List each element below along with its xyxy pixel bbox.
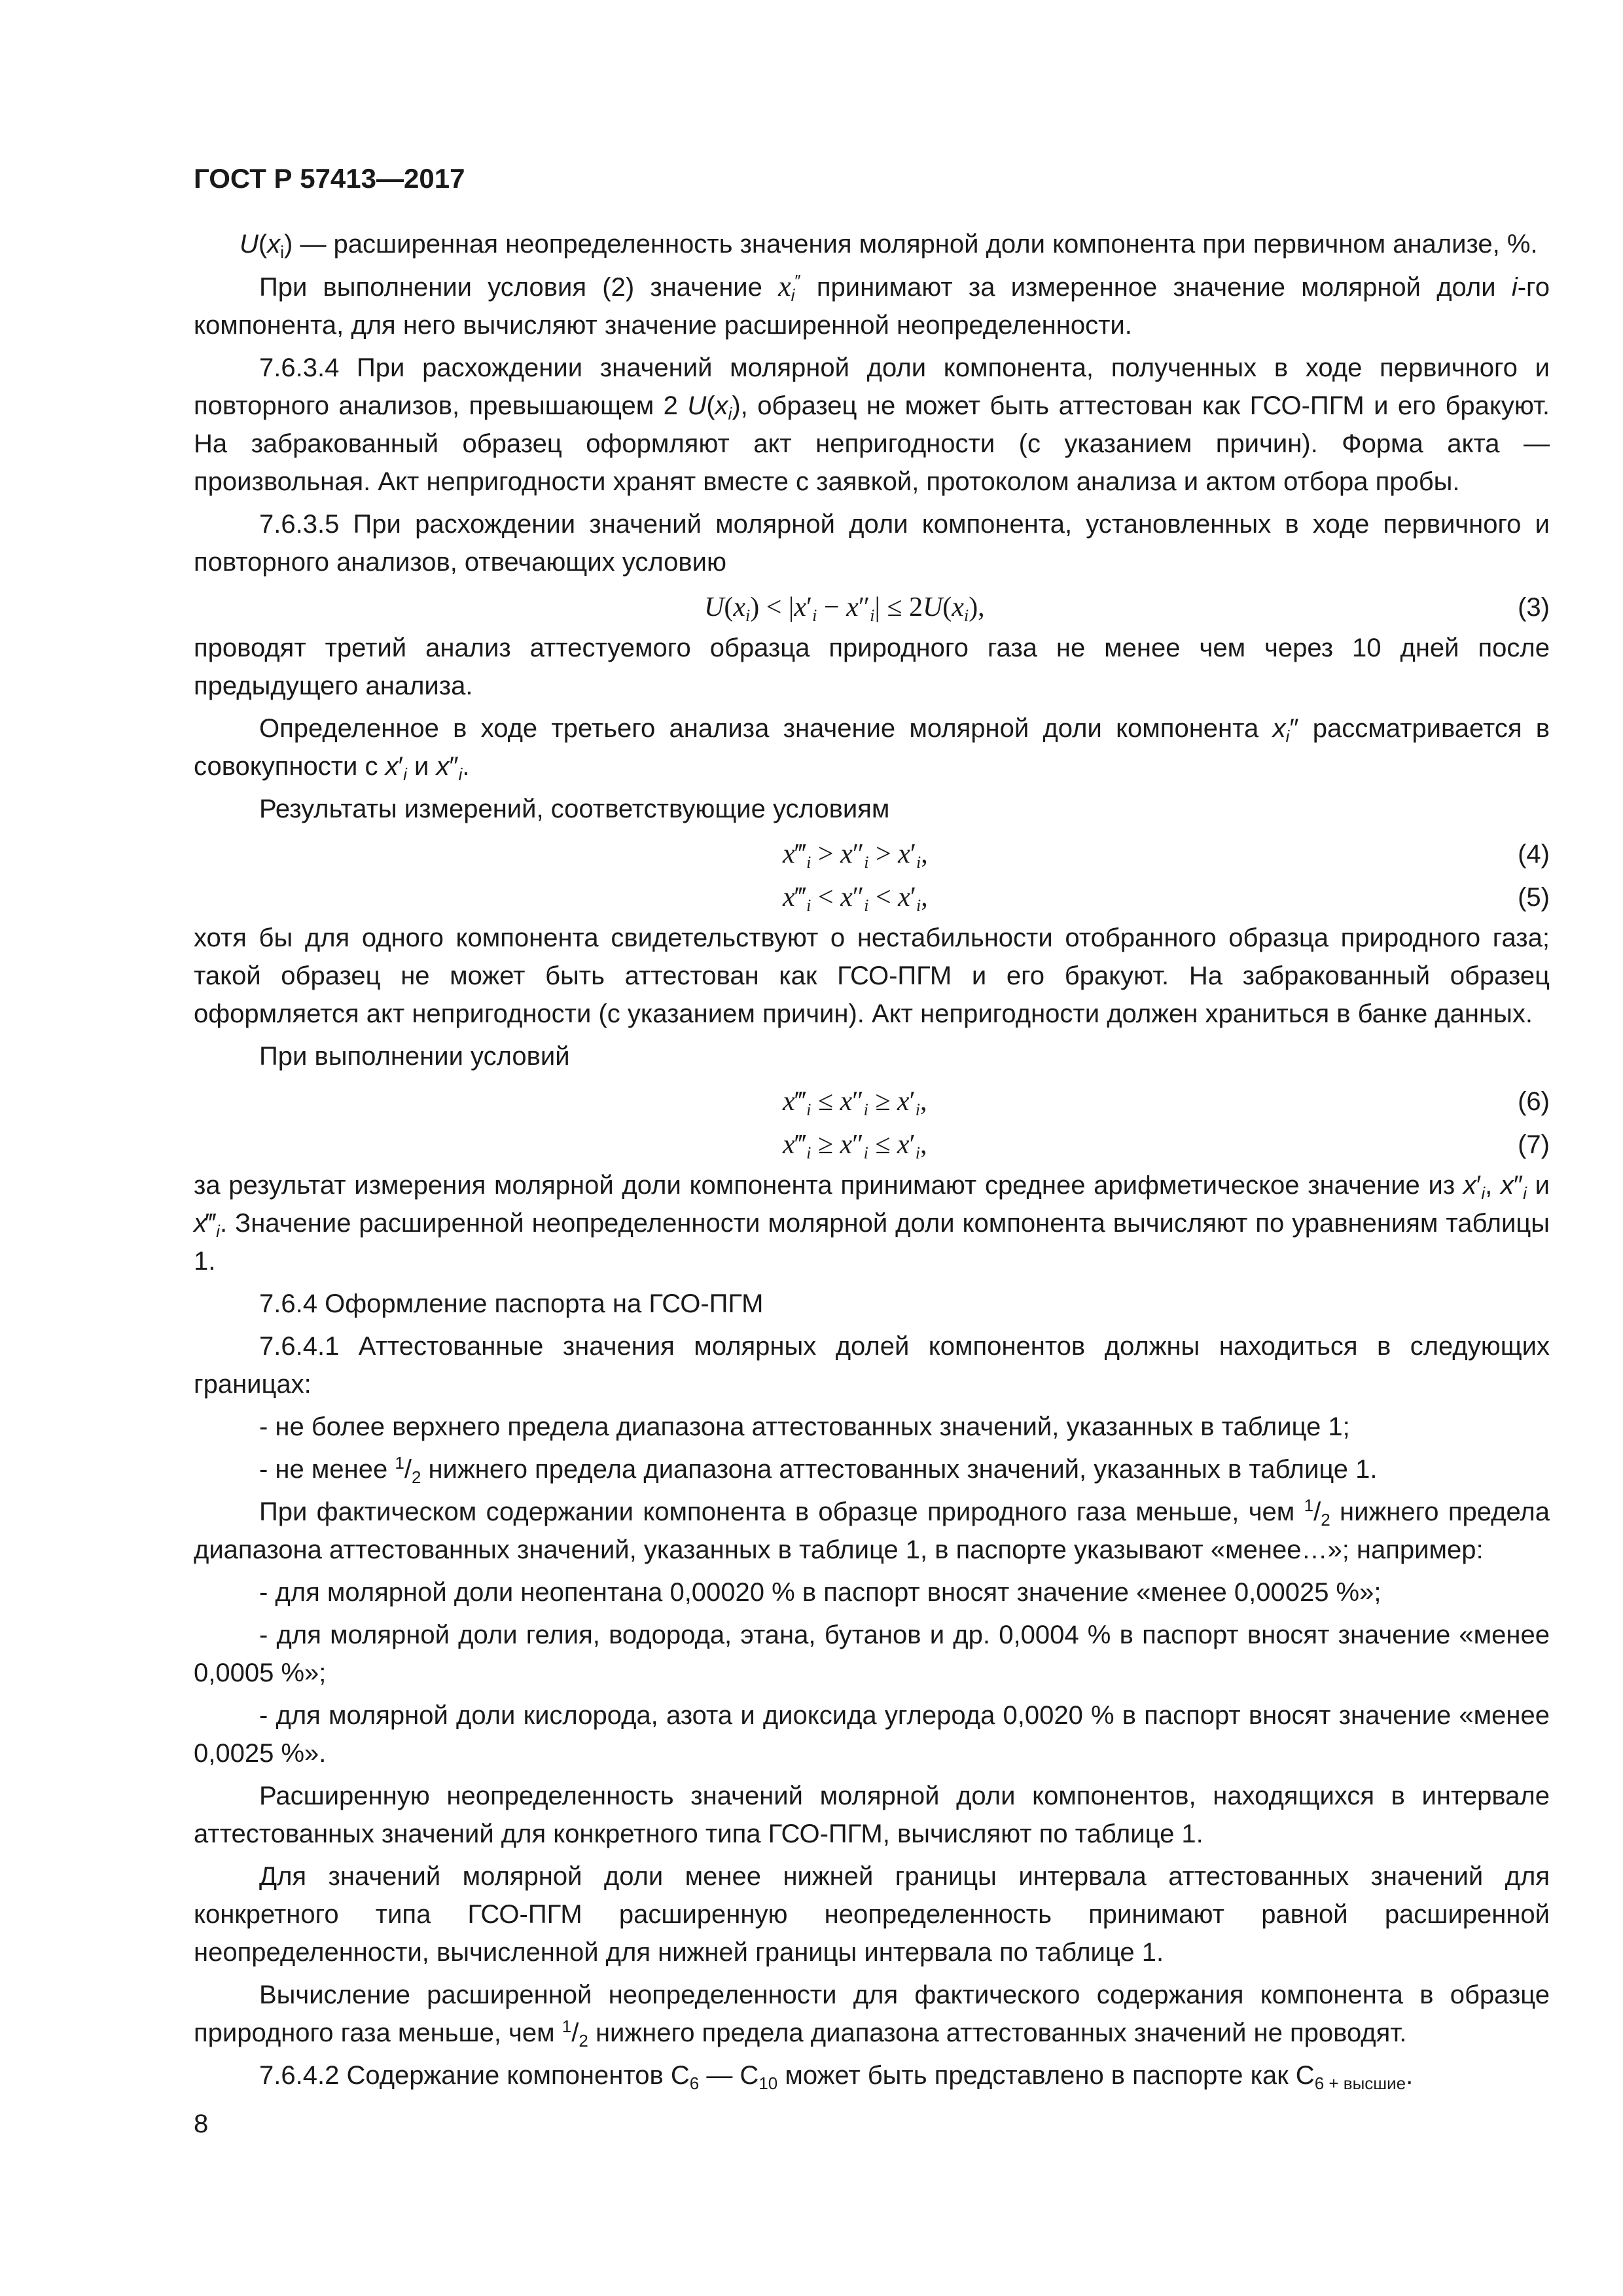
formula-7-expression: $x‴_i \ge x''_i \le x'_i$, — [783, 1130, 927, 1162]
paragraph-7-6-3-4: 7.6.3.4 При расхождении значений молярной доли компонента, полученных в ходе первичного и повторного анализов, превышающем 2 $U(x_i)$, образец не может быть аттестован как ГСО-ПГМ и его бракуют. На забракованный образец оформляют акт непригодности (с указанием причин). Форма акта — произвольная. Акт непригодности хранят вместе с заявкой, протоколом анализа и актом отбора пробы. — [194, 353, 1550, 496]
formula-5 — [194, 876, 1550, 919]
paragraph-results-conditions: Результаты измерений, соответствующие условиям — [259, 795, 890, 823]
u-definition-text: — расширенная неопределенность значения молярной доли компонента при первичном анализе, %. — [300, 230, 1538, 259]
list-item-oxygen: - для молярной доли кислорода, азота и диоксида углерода 0,0020 % в паспорт вносят значение «менее 0,0025 %». — [194, 1701, 1550, 1768]
section-7-6-4-title: 7.6.4 Оформление паспорта на ГСО-ПГМ — [259, 1289, 764, 1318]
paragraph-condition-2: При выполнении условия (2) значение $x_i''$ принимают за измеренное значение молярной доли i-го компонента, для него вычисляют значение расширенной неопределенности. — [194, 270, 1550, 340]
equation-number-7: (7) — [1518, 1130, 1550, 1159]
paragraph-7-6-3-5: 7.6.3.5 При расхождении значений молярной доли компонента, установленных в ходе первичного и повторного анализов, отвечающих условию — [194, 510, 1550, 577]
u-definition: $U(x_i)$ — расширенная неопределенность значения молярной доли компонента при первичном анализе, %. — [240, 230, 1538, 262]
formula-7 — [194, 1123, 1550, 1166]
paragraph-uncertainty-table: Расширенную неопределенность значений молярной доли компонентов, находящихся в интервале аттестованных значений для конкретного типа ГСО-ПГМ, вычисляют по таблице 1. — [194, 1782, 1550, 1848]
formula-4 — [194, 833, 1550, 876]
equation-number-4: (4) — [1518, 840, 1550, 869]
page-number: 8 — [194, 2109, 209, 2138]
formula-6 — [194, 1080, 1550, 1123]
paragraph-7-6-4-2: 7.6.4.2 Содержание компонентов $C_6$ — $C_{10}$ может быть представлено в паспорте как $C_{6 + высшие}$. — [259, 2061, 1414, 2093]
paragraph-third-analysis: проводят третий анализ аттестуемого образца природного газа не менее чем через 10 дней после предыдущего анализа. — [194, 634, 1550, 700]
list-item-lower-limit: - не менее $^1/_2$ нижнего предела диапазона аттестованных значений, указанных в таблице 1. — [259, 1453, 1378, 1487]
formula-4-expression: $x‴_i > x''_i > x'_i$, — [783, 839, 928, 872]
list-item-neopentane: - для молярной доли неопентана 0,00020 % в паспорт вносят значение «менее 0,00025 %»; — [259, 1578, 1382, 1607]
document-body — [194, 225, 1550, 2099]
standard-header: ГОСТ Р 57413—2017 — [194, 163, 465, 194]
paragraph-instability: хотя бы для одного компонента свидетельствуют о нестабильности отобранного образца природного газа; такой образец не может быть аттестован как ГСО-ПГМ и его бракуют. На забракованный образец оформляется акт непригодности (с указанием причин). Акт непригодности должен храниться в банке данных. — [194, 924, 1550, 1028]
paragraph-less-than: При фактическом содержании компонента в образце природного газа меньше, чем $^1/_2$ нижнего предела диапазона аттестованных значений, указанных в таблице 1, в паспорте указывают «менее…»; например: — [194, 1496, 1550, 1564]
paragraph-no-calc: Вычисление расширенной неопределенности для фактического содержания компонента в образце природного газа меньше, чем $^1/_2$ нижнего предела диапазона аттестованных значений не проводят. — [194, 1981, 1550, 2051]
paragraph-7-6-4-1: 7.6.4.1 Аттестованные значения молярных долей компонентов должны находиться в следующих границах: — [194, 1332, 1550, 1399]
formula-3-expression: $U(x_i) < |x'_i - x''_i| \le 2U(x_i)$, — [704, 592, 985, 625]
paragraph-third-value: Определенное в ходе третьего анализа значение молярной доли компонента $x_i''$ рассматривается в совокупности с $x'_i$ и $x''_i$. — [194, 714, 1550, 784]
list-item-helium: - для молярной доли гелия, водорода, этана, бутанов и др. 0,0004 % в паспорт вносят значение «менее 0,0005 %»; — [194, 1621, 1550, 1687]
paragraph-lower-bound: Для значений молярной доли менее нижней границы интервала аттестованных значений для конкретного типа ГСО-ПГМ расширенную неопределенность принимают равной расширенной неопределенности, вычисленной для нижней границы интервала по таблице 1. — [194, 1862, 1550, 1967]
formula-5-expression: $x‴_i < x''_i < x'_i$, — [783, 882, 928, 915]
equation-number-5: (5) — [1518, 883, 1550, 912]
paragraph-conditions: При выполнении условий — [259, 1042, 570, 1071]
equation-number-3: (3) — [1518, 593, 1550, 622]
list-item-upper-limit: - не более верхнего предела диапазона аттестованных значений, указанных в таблице 1; — [259, 1412, 1350, 1441]
formula-3 — [194, 586, 1550, 629]
formula-6-expression: $x‴_i \le x''_i \ge x'_i$, — [783, 1086, 927, 1119]
paragraph-result-mean: за результат измерения молярной доли компонента принимают среднее арифметическое значение из $x'_i$, $x''_i$ и $x‴_i$. Значение расширенной неопределенности молярной доли компонента вычисляют по уравнениям таблицы 1. — [194, 1171, 1550, 1276]
equation-number-6: (6) — [1518, 1087, 1550, 1116]
